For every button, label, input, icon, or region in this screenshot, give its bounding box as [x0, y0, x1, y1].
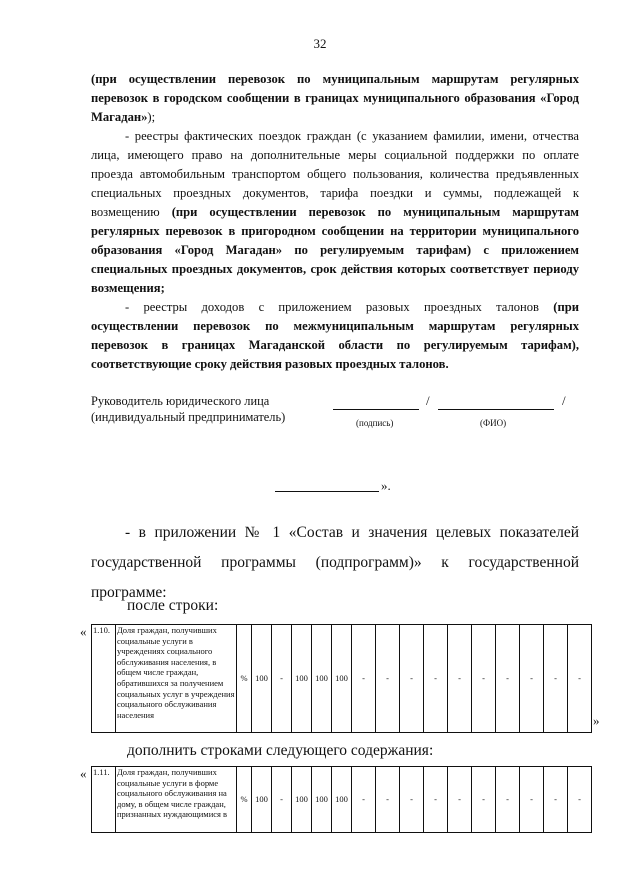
paragraph-1: [91, 70, 579, 127]
table-2-value: -: [424, 767, 448, 833]
paragraph-3: [91, 298, 579, 374]
table-1-value: -: [376, 625, 400, 733]
paragraph-1-tail: );: [147, 110, 156, 124]
signature-line-2: (индивидуальный предприниматель): [91, 410, 286, 424]
signature-line-1: Руководитель юридического лица: [91, 394, 270, 408]
paragraph-2: [91, 127, 579, 298]
table-2-value: -: [352, 767, 376, 833]
table-1-row: [92, 625, 592, 733]
table-1-value: 100: [312, 625, 332, 733]
table-1-value: -: [272, 625, 292, 733]
table-2-unit: %: [237, 767, 252, 833]
closing-quote: ».: [381, 478, 391, 493]
table-2-value: -: [376, 767, 400, 833]
signature-slash-2: /: [562, 393, 566, 408]
table-2-value: 100: [312, 767, 332, 833]
table-2-open-quote: «: [80, 766, 87, 781]
paragraph-3-bold: (при осуществлении перевозок по межмуниципальным маршрутам регулярных перевозок в границах Магаданской области по регулируемым тарифам), соответствующие сроку действия разовых проездных талонов.: [91, 300, 579, 371]
table-1-value: -: [496, 625, 520, 733]
table-2-value: 100: [332, 767, 352, 833]
table-2-value: -: [448, 767, 472, 833]
table-1-open-quote: «: [80, 624, 87, 639]
table-1-value: 100: [292, 625, 312, 733]
table-1-value: -: [472, 625, 496, 733]
amendment-paragraph: - в приложении № 1 «Состав и значения целевых показателей государственной программы (подпрограмм)» к государственной программе:: [91, 524, 579, 601]
table-2-value: -: [568, 767, 592, 833]
table-1: [91, 624, 592, 733]
paragraph-2-text: - реестры фактических поездок граждан (с указанием фамилии, имени, отчества лица, имеющего право на дополнительные меры социальной поддержки по оплате проезда автомобильным транспортом общего пользования, количества предъявленных специальных проездных документов, тарифа поездки и суммы, подлежащей к возмещению: [91, 129, 579, 219]
add-rows-label: дополнить строками следующего содержания:: [127, 742, 434, 759]
signature-title: [91, 393, 285, 425]
table-1-value: -: [424, 625, 448, 733]
closing-underline: [275, 491, 379, 492]
table-2-value: -: [272, 767, 292, 833]
page-number: 32: [313, 36, 327, 51]
table-1-value: -: [544, 625, 568, 733]
table-1-value: -: [400, 625, 424, 733]
table-1-value: -: [352, 625, 376, 733]
table-1-value: 100: [252, 625, 272, 733]
table-2-value: -: [496, 767, 520, 833]
table-2-value: -: [400, 767, 424, 833]
paragraph-2-bold: (при осуществлении перевозок по муниципальным маршрутам регулярных перевозок в пригородном сообщении на территории муниципального образования «Город Магадан» по регулируемым тарифам) с приложением специальных проездных документов, срок действия которых соответствует периоду возмещения;: [91, 205, 579, 295]
table-2-value: 100: [292, 767, 312, 833]
paragraph-3-text: - реестры доходов с приложением разовых проездных талонов: [125, 300, 554, 314]
table-1-value: -: [568, 625, 592, 733]
text-block-top: [91, 70, 579, 374]
table-1-name: Доля граждан, получивших социальные услуги в учреждениях социального обслуживания населения, в общем числе граждан, обратившихся за получением социальных услуг в учреждения социального обслуживания населения: [116, 625, 237, 733]
table-1-value: 100: [332, 625, 352, 733]
caption-name: (ФИО): [480, 418, 507, 428]
table-1-num: 1.10.: [92, 625, 116, 733]
table-1-value: -: [448, 625, 472, 733]
table-1-value: -: [520, 625, 544, 733]
table-2-name: Доля граждан, получивших социальные услуги в форме социального обслуживания на дому, в общем числе граждан, признанных нуждающимися в: [116, 767, 237, 833]
name-line: [438, 409, 554, 410]
after-row-label: после строки:: [127, 597, 219, 614]
table-2-row: [92, 767, 592, 833]
table-2-value: -: [520, 767, 544, 833]
amendment-text: [91, 518, 579, 608]
paragraph-1-bold: (при осуществлении перевозок по муниципальным маршрутам регулярных перевозок в городском сообщении в границах муниципального образования «Город Магадан»: [91, 72, 579, 124]
caption-signature: (подпись): [356, 418, 394, 428]
table-1-close-quote: »: [593, 713, 600, 728]
table-2: [91, 766, 592, 833]
table-2-value: 100: [252, 767, 272, 833]
table-2-value: -: [472, 767, 496, 833]
table-2-value: -: [544, 767, 568, 833]
signature-slash-1: /: [426, 393, 430, 408]
signature-line: [333, 409, 419, 410]
table-2-num: 1.11.: [92, 767, 116, 833]
table-1-unit: %: [237, 625, 252, 733]
